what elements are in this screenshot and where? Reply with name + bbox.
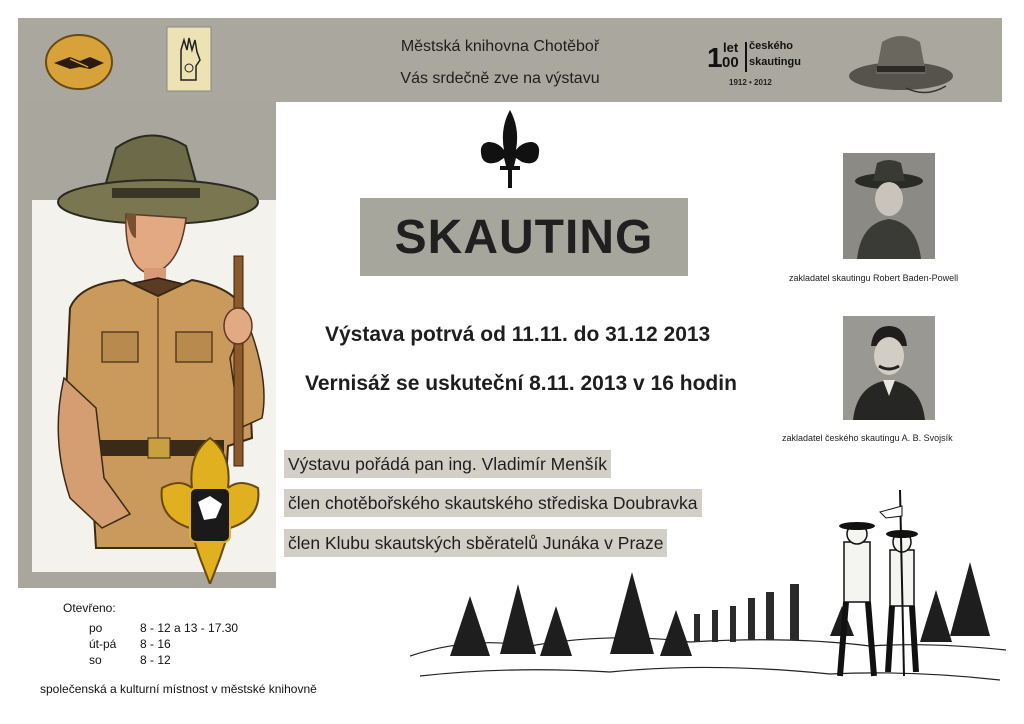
organizer-line-3: člen Klubu skautských sběratelů Junáka v Praze (284, 529, 667, 557)
venue-footer: společenská a kulturní místnost v městské knihovně (40, 682, 317, 696)
anniversary-one: 1 (707, 42, 723, 73)
svojsik-caption: zakladatel českého skautingu A. B. Svojsík (782, 433, 953, 443)
hours-time-mon: 8 - 12 a 13 - 17.30 (140, 621, 239, 635)
anniversary-divider (745, 42, 747, 72)
organizer-line-1: Výstavu pořádá pan ing. Vladimír Menšík (284, 450, 611, 478)
svojsik-portrait (843, 316, 935, 420)
invitation-text: Vás srdečně zve na výstavu (400, 70, 600, 87)
scout-salute-icon (166, 26, 212, 92)
main-title: SKAUTING (360, 198, 688, 276)
anniversary-ceskeho: českého (749, 40, 794, 52)
forest-scouts-drawing (410, 486, 1006, 710)
anniversary-logo (705, 36, 815, 92)
hours-time-tue-fri: 8 - 16 (140, 637, 171, 651)
hours-day-sat: so (89, 653, 102, 667)
anniversary-skautingu: skautingu (749, 56, 801, 68)
hours-label: Otevřeno: (63, 601, 116, 615)
hours-day-tue-fri: út-pá (89, 637, 117, 651)
baden-powell-portrait (843, 153, 935, 259)
anniversary-let: let (723, 40, 739, 55)
handshake-logo (44, 33, 114, 91)
scout-hat-icon (846, 28, 956, 96)
hours-day-mon: po (89, 621, 103, 635)
organizer-line-2: člen chotěbořského skautského střediska Doubravka (284, 489, 702, 517)
anniversary-oo: 00 (722, 54, 739, 71)
baden-powell-caption: zakladatel skautingu Robert Baden-Powell (789, 273, 959, 283)
library-name: Městská knihovna Chotěboř (400, 38, 600, 55)
anniversary-years: 1912 • 2012 (729, 78, 772, 87)
vernissage-info: Vernisáž se uskuteční 8.11. 2013 v 16 hodin (305, 372, 737, 395)
hours-time-sat: 8 - 12 (140, 653, 171, 667)
fleur-de-lis-icon (478, 108, 542, 190)
exhibition-dates: Výstava potrvá od 11.11. do 31.12 2013 (325, 323, 711, 346)
scout-illustration (40, 118, 276, 584)
